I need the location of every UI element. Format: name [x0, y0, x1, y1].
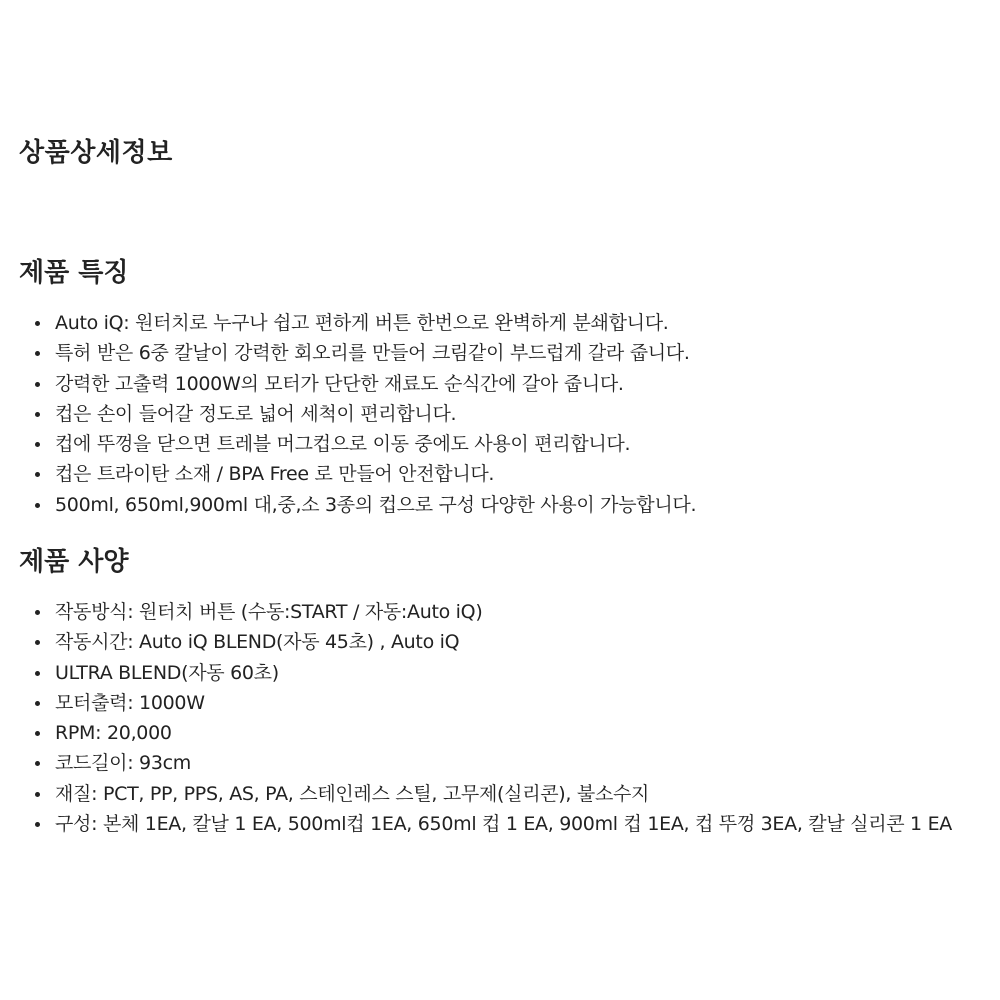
bullet-icon — [35, 792, 40, 797]
feature-text: Auto iQ: 원터치로 누구나 쉽고 편하게 버튼 한번으로 완벽하게 분쇄합니다. — [55, 312, 669, 334]
list-item — [19, 627, 994, 657]
list-item — [19, 459, 994, 489]
list-item — [19, 658, 994, 688]
list-item — [19, 748, 994, 778]
bullet-icon — [35, 731, 40, 736]
bullet-icon — [35, 761, 40, 766]
bullet-icon — [35, 321, 40, 326]
feature-text: 강력한 고출력 1000W의 모터가 단단한 재료도 순식간에 갈아 줍니다. — [55, 372, 624, 395]
list-item — [19, 688, 994, 718]
list-item — [19, 809, 994, 839]
spec-text: 작동시간: Auto iQ BLEND(자동 45초) , Auto iQ — [55, 631, 460, 654]
spec-text: ULTRA BLEND(자동 60초) — [55, 661, 279, 684]
feature-text: 컵은 트라이탄 소재 / BPA Free 로 만들어 안전합니다. — [55, 463, 495, 486]
feature-text: 컵에 뚜껑을 닫으면 트레블 머그컵으로 이동 중에도 사용이 편리합니다. — [55, 433, 631, 456]
spec-text: 작동방식: 원터치 버튼 (수동:START / 자동:Auto iQ) — [55, 601, 483, 623]
spec-text: RPM: 20,000 — [55, 722, 172, 745]
list-item — [19, 718, 994, 748]
feature-text: 컵은 손이 들어갈 정도로 넓어 세척이 편리합니다. — [55, 402, 457, 425]
list-item — [19, 399, 994, 429]
list-item — [19, 308, 994, 338]
features-list — [19, 308, 994, 520]
bullet-icon — [35, 671, 40, 676]
bullet-icon — [35, 472, 40, 477]
bullet-icon — [35, 351, 40, 356]
list-item — [19, 490, 994, 520]
list-item — [19, 429, 994, 459]
bullet-icon — [35, 701, 40, 706]
list-item — [19, 597, 994, 627]
list-item — [19, 779, 994, 809]
spec-text: 코드길이: 93cm — [55, 752, 191, 775]
feature-text: 특허 받은 6중 칼날이 강력한 회오리를 만들어 크림같이 부드럽게 갈라 줍니다. — [55, 342, 690, 365]
bullet-icon — [35, 822, 40, 827]
specs-heading: 제품 사양 — [19, 547, 129, 577]
spec-text: 구성: 본체 1EA, 칼날 1 EA, 500ml컵 1EA, 650ml 컵 1 EA, 900ml 컵 1EA, 컵 뚜껑 3EA, 칼날 실리콘 1 EA — [55, 813, 952, 836]
bullet-icon — [35, 382, 40, 387]
bullet-icon — [35, 640, 40, 645]
spec-text: 재질: PCT, PP, PPS, AS, PA, 스테인레스 스틸, 고무제(실리콘), 불소수지 — [55, 782, 650, 805]
feature-text: 500ml, 650ml,900ml 대,중,소 3종의 컵으로 구성 다양한 사용이 가능합니다. — [55, 493, 697, 516]
list-item — [19, 369, 994, 399]
specs-list — [19, 597, 994, 839]
list-item — [19, 338, 994, 368]
spec-text: 모터출력: 1000W — [55, 691, 205, 714]
features-heading: 제품 특징 — [19, 258, 129, 288]
bullet-icon — [35, 503, 40, 508]
bullet-icon — [35, 442, 40, 447]
bullet-icon — [35, 610, 40, 615]
page-title: 상품상세정보 — [19, 138, 173, 168]
bullet-icon — [35, 412, 40, 417]
